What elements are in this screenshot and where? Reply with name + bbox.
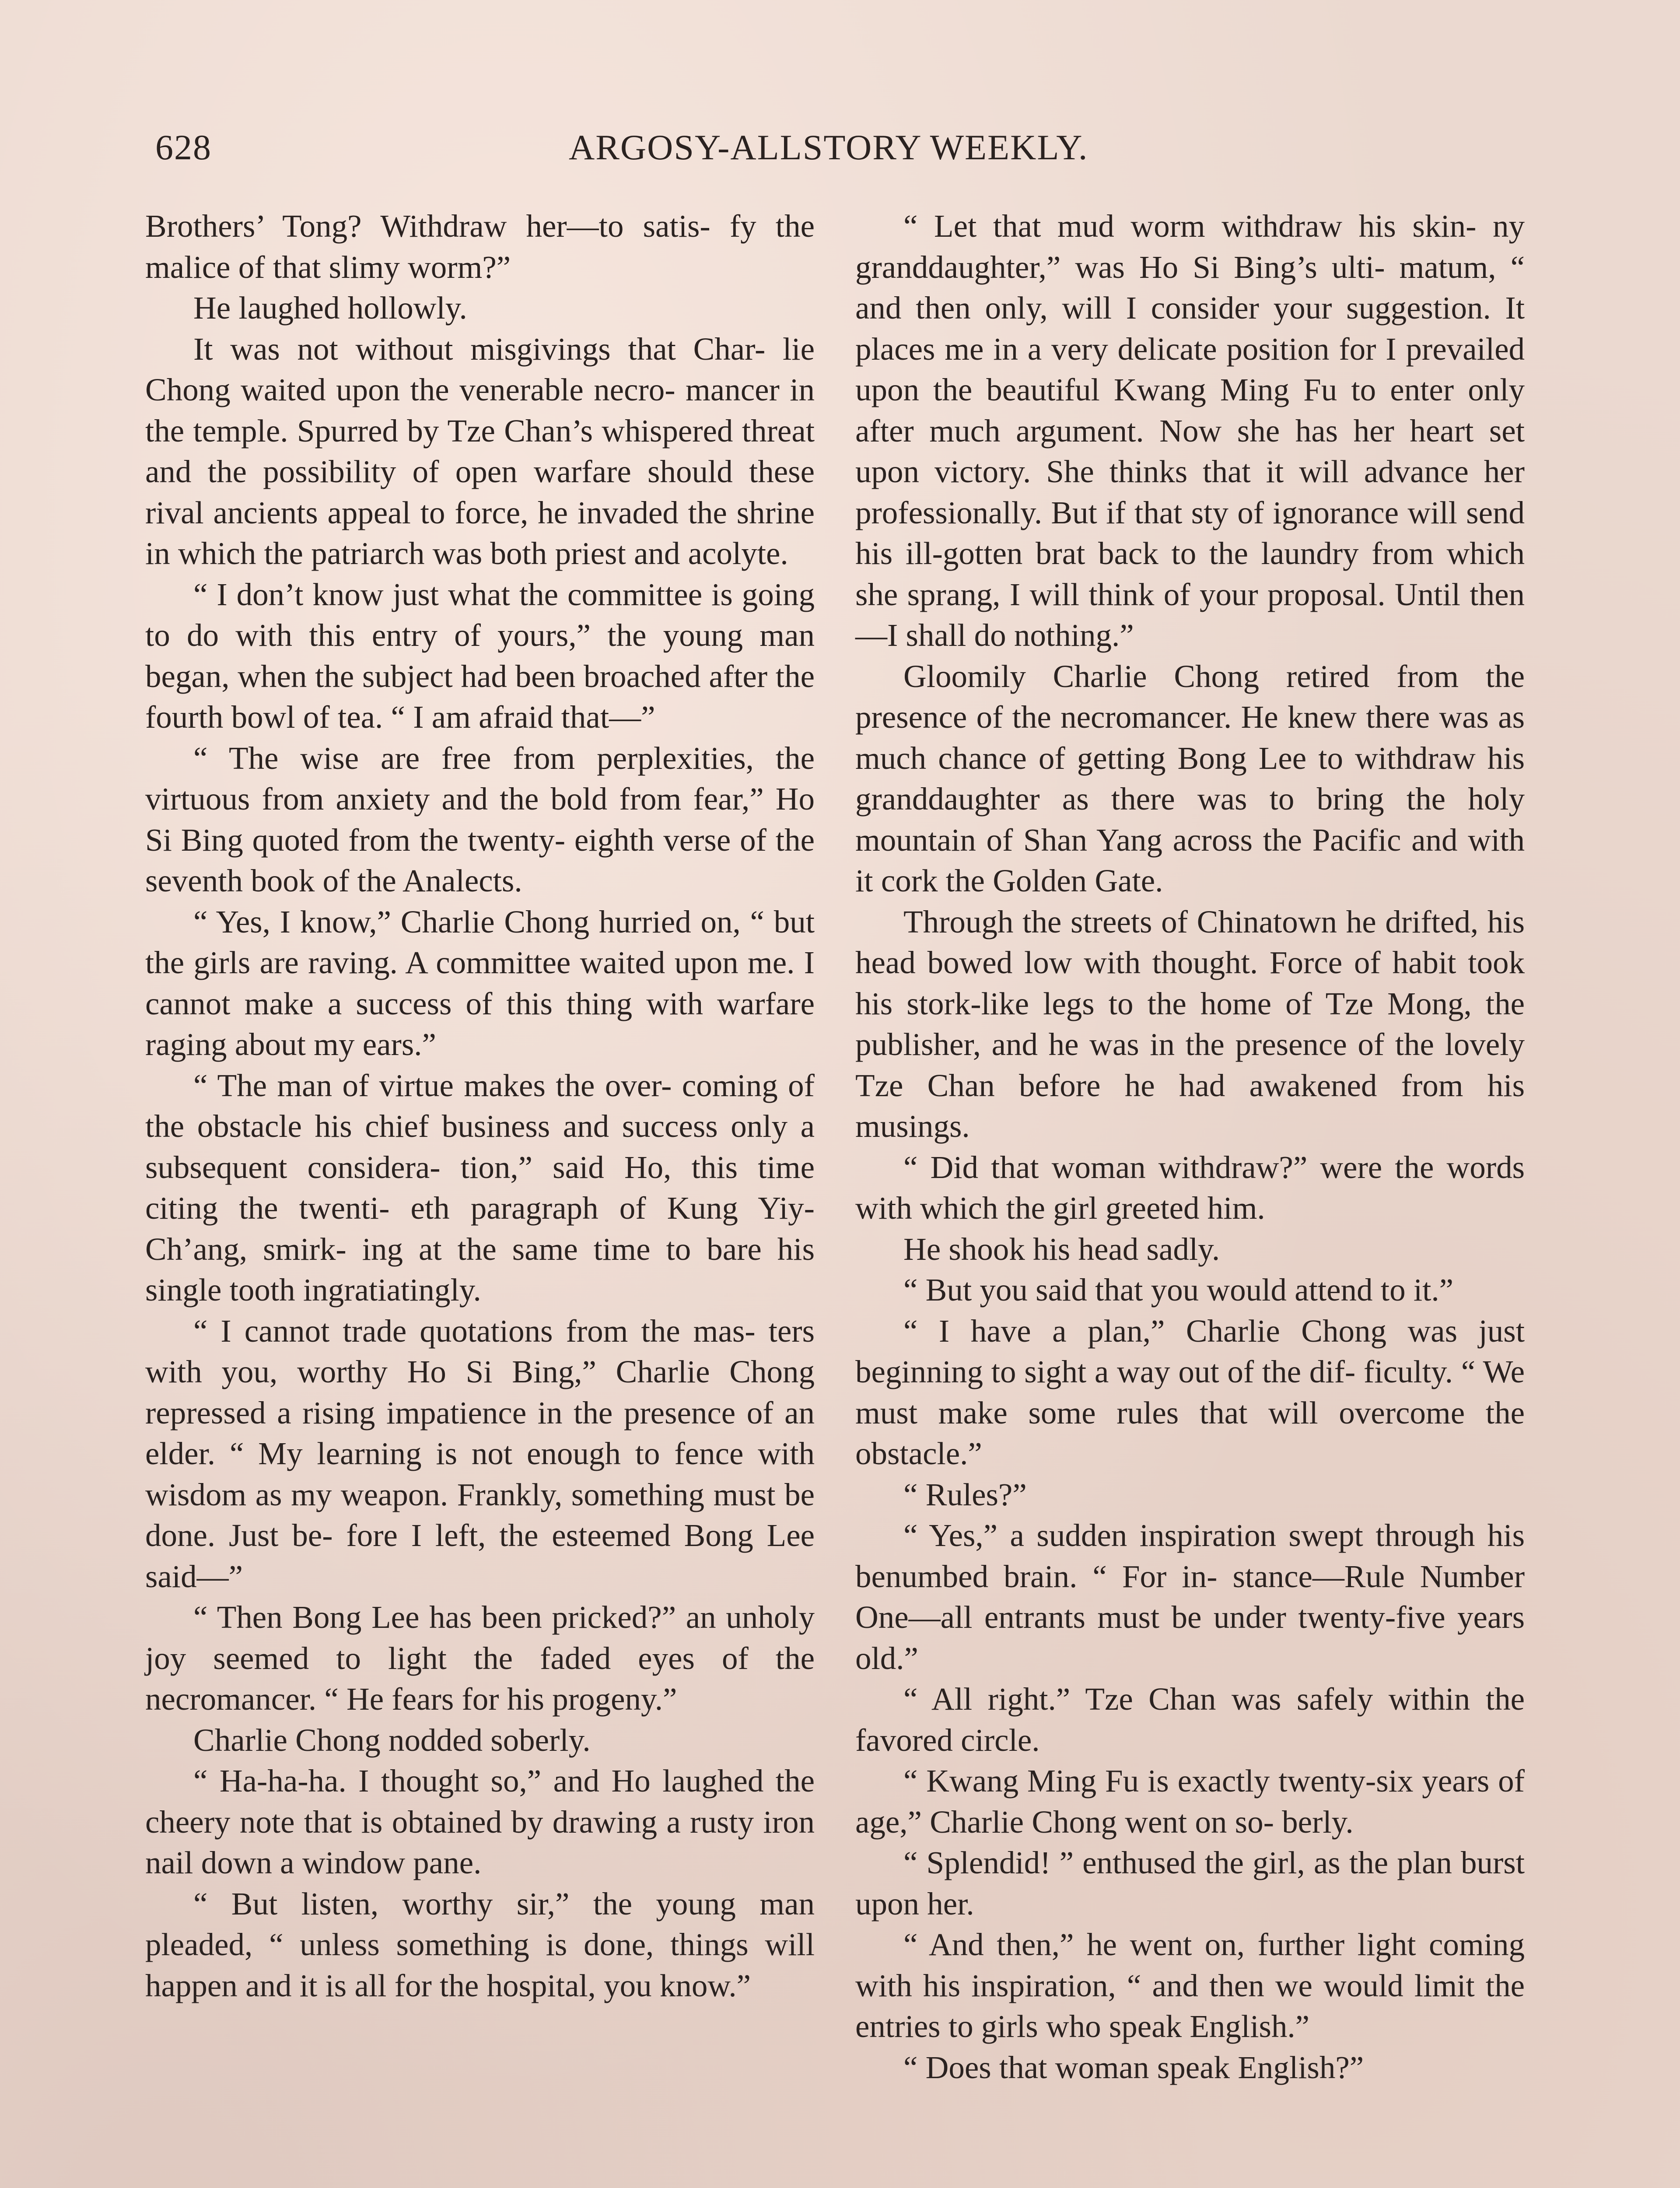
paragraph: “ Yes, I know,” Charlie Chong hurried on, “ but the girls are raving. A committee waited upon me. I cannot make a success of this thing with warfare raging about my ears.” [145, 904, 815, 1062]
paragraph: “ Kwang Ming Fu is exactly twenty-six years of age,” Charlie Chong went on so- berly. [855, 1763, 1525, 1840]
paragraph: “ The man of virtue makes the over- coming of the obstacle his chief business and success only a subsequent considera- tion,” said Ho, this time citing the twenti- eth paragraph of Kung Yiy-Ch’ang, smirk- ing at the same time to bare his single tooth ingratiatingly. [145, 1067, 815, 1308]
paragraph: He laughed hollowly. [193, 290, 467, 326]
paragraph: “ But listen, worthy sir,” the young man pleaded, “ unless something is done, things will happen and it is all for the hospital, you know.” [145, 1886, 815, 2003]
page-number: 628 [155, 127, 212, 167]
paragraph: He shook his head sadly. [903, 1231, 1220, 1267]
paragraph: “ Ha-ha-ha. I thought so,” and Ho laughed the cheery note that is obtained by drawing a rusty iron nail down a window pane. [145, 1763, 815, 1880]
paragraph: “ The wise are free from perplexities, the virtuous from anxiety and the bold from fear,” Ho Si Bing quoted from the twenty- eighth verse of the seventh book of the Analects. [145, 740, 815, 898]
paragraph: “ Let that mud worm withdraw his skin- ny granddaughter,” was Ho Si Bing’s ulti- matum, “ and then only, will I consider your suggestion. It places me in a very delicate position for I prevailed upon the beautiful Kwang Ming Fu to enter only after much argument. Now she has her heart set upon victory. She thinks that it will advance her professionally. But if that sty of ignorance will send his ill-gotten brat back to the laundry from which she sprang, I will think of your proposal. Until then—I shall do nothing.” [855, 208, 1525, 653]
paragraph: “ I have a plan,” Charlie Chong was just beginning to sight a way out of the dif- ficulty. “ We must make some rules that will overcome the obstacle.” [855, 1313, 1525, 1471]
paragraph: “ But you said that you would attend to it.” [903, 1272, 1454, 1308]
paragraph: “ Splendid! ” enthused the girl, as the plan burst upon her. [855, 1845, 1525, 1922]
paragraph: Charlie Chong nodded soberly. [193, 1722, 591, 1758]
paragraph: “ Rules?” [903, 1476, 1027, 1512]
paragraph: “ I don’t know just what the committee is going to do with this entry of yours,” the young man began, when the subject had been broached after the fourth bowl of tea. “ I am afraid that—” [145, 576, 815, 735]
right-column [855, 206, 1525, 2088]
paragraph: Brothers’ Tong? Withdraw her—to satis- fy the malice of that slimy worm?” [145, 208, 815, 285]
paragraph: “ And then,” he went on, further light coming with his inspiration, “ and then we would limit the entries to girls who speak English.” [855, 1927, 1525, 2044]
paragraph: “ Then Bong Lee has been pricked?” an unholy joy seemed to light the faded eyes of the necromancer. “ He fears for his progeny.” [145, 1599, 815, 1717]
paragraph: It was not without misgivings that Char- lie Chong waited upon the venerable necro- mancer in the temple. Spurred by Tze Chan’s whispered threat and the possibility of open warfare should these rival ancients appeal to force, he invaded the shrine in which the patriarch was both priest and acolyte. [145, 331, 815, 571]
paragraph: Through the streets of Chinatown he drifted, his head bowed low with thought. Force of habit took his stork-like legs to the home of Tze Mong, the publisher, and he was in the presence of the lovely Tze Chan before he had awakened from his musings. [855, 904, 1525, 1144]
paragraph: “ All right.” Tze Chan was safely within the favored circle. [855, 1681, 1525, 1758]
paragraph: “ Yes,” a sudden inspiration swept through his benumbed brain. “ For in- stance—Rule Number One—all entrants must be under twenty-five years old.” [855, 1518, 1525, 1676]
page-header [155, 127, 1131, 175]
paragraph: Gloomily Charlie Chong retired from the presence of the necromancer. He knew there was as much chance of getting Bong Lee to withdraw his granddaughter as there was to bring the holy mountain of Shan Yang across the Pacific and with it cork the Golden Gate. [855, 658, 1525, 898]
paragraph: “ Did that woman withdraw?” were the words with which the girl greeted him. [855, 1149, 1525, 1226]
running-title: ARGOSY-ALLSTORY WEEKLY. [569, 127, 1088, 167]
left-column [145, 206, 815, 2006]
paragraph: “ I cannot trade quotations from the mas- ters with you, worthy Ho Si Bing,” Charlie Chong repressed a rising impatience in the presence of an elder. “ My learning is not enough to fence with wisdom as my weapon. Frankly, something must be done. Just be- fore I left, the esteemed Bong Lee said—” [145, 1313, 815, 1594]
paragraph: “ Does that woman speak English?” [903, 2049, 1364, 2085]
